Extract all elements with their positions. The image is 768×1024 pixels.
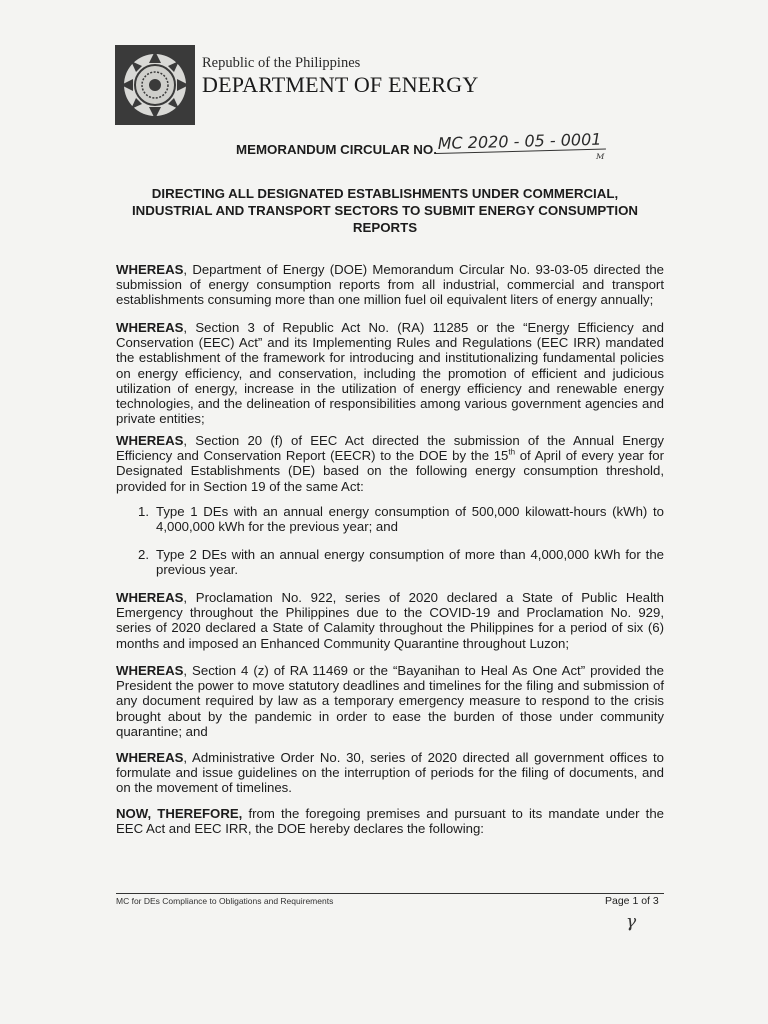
paragraph-lead: WHEREAS [116,663,184,678]
footer-initial-mark: γ [626,912,637,932]
list-text: Type 1 DEs with an annual energy consumption of 500,000 kilowatt-hours (kWh) to 4,000,000 kWh for the previous year; and [156,504,664,535]
memo-circular-number: MC 2020 - 05 - 0001 [435,130,605,154]
whereas-paragraph-1 [116,262,664,308]
doe-seal-logo [115,45,195,125]
list-text: Type 2 DEs with an annual energy consumption of more than 4,000,000 kWh for the previous year. [156,547,664,578]
now-therefore-paragraph [116,806,664,836]
footer-page-number: Page 1 of 3 [605,895,659,907]
list-number: 2. [138,547,149,562]
paragraph-lead: WHEREAS [116,750,184,765]
paragraph-text-b: of April of every year for Designated Establishments (DE) based on the following energy consumption threshold, provided for in Section 19 of the same Act: [116,448,664,494]
list-item [138,547,664,577]
paragraph-lead: WHEREAS [116,262,184,277]
paragraph-text: , Section 4 (z) of RA 11469 or the “Bayanihan to Heal As One Act” provided the President the power to move statutory deadlines and timelines for the filing and submission of any document required by law as a temporary emergency measure to respond to the crisis brought about by the pandemic in order to ease the burden of those under community quarantine; and [116,663,664,739]
document-title: DIRECTING ALL DESIGNATED ESTABLISHMENTS UNDER COMMERCIAL, INDUSTRIAL AND TRANSPORT SECTORS TO SUBMIT ENERGY CONSUMPTION REPORTS [131,186,639,235]
memo-initial-mark: ᴹ [596,152,605,167]
footer-divider [116,893,664,894]
paragraph-text: from the foregoing premises and pursuant to its mandate under the EEC Act and EEC IRR, the DOE hereby declares the following: [116,806,665,837]
whereas-paragraph-4 [116,590,664,651]
whereas-paragraph-5 [116,663,664,739]
paragraph-text: , Proclamation No. 922, series of 2020 declared a State of Public Health Emergency throughout the Philippines due to the COVID-19 and Proclamation No. 929, series of 2020 declared a State of Calamity throughout the Philippines for a period of six (6) months and imposed an Enhanced Community Quarantine throughout Luzon; [116,590,664,651]
paragraph-text: , Department of Energy (DOE) Memorandum Circular No. 93-03-05 directed the submission of energy consumption reports from all industrial, commercial and transport establishments consuming more than one million fuel oil equivalent liters of energy annually; [116,262,664,308]
paragraph-text: , Administrative Order No. 30, series of 2020 directed all government offices to formulate and issue guidelines on the interruption of periods for the filing of documents, and on the movement of timelines. [116,750,664,796]
superscript-th: th [508,447,516,457]
list-item [138,504,664,534]
paragraph-text-a: , Section 20 (f) of EEC Act directed the submission of the Annual Energy Efficiency and Conservation Report (EECR) to the DOE by the 15 [116,433,664,464]
paragraph-text: , Section 3 of Republic Act No. (RA) 11285 or the “Energy Efficiency and Conservation (EEC) Act” and its Implementing Rules and Regulations (EEC IRR) mandated the establishment of the framework for introducing and institutionalizing fundamental policies on energy efficiency, and conservation, including the promotion of efficient and judicious utilization of energy, increase in the utilization of energy efficiency and renewable energy technologies, and the delineation of responsibilities among various government agencies and private entities; [116,320,664,427]
list-number: 1. [138,504,149,519]
whereas-paragraph-2 [116,320,664,426]
whereas-paragraph-3 [116,433,664,494]
paragraph-lead: WHEREAS [116,433,184,448]
paragraph-lead: NOW, THEREFORE, [116,806,243,821]
paragraph-lead: WHEREAS [116,320,184,335]
paragraph-lead: WHEREAS [116,590,184,605]
letterhead-department: DEPARTMENT OF ENERGY [202,72,479,97]
footer-document-name: MC for DEs Compliance to Obligations and Requirements [116,896,334,906]
whereas-paragraph-6 [116,750,664,796]
letterhead-republic: Republic of the Philippines [202,55,361,71]
memo-circular-label: MEMORANDUM CIRCULAR NO. [236,142,437,157]
